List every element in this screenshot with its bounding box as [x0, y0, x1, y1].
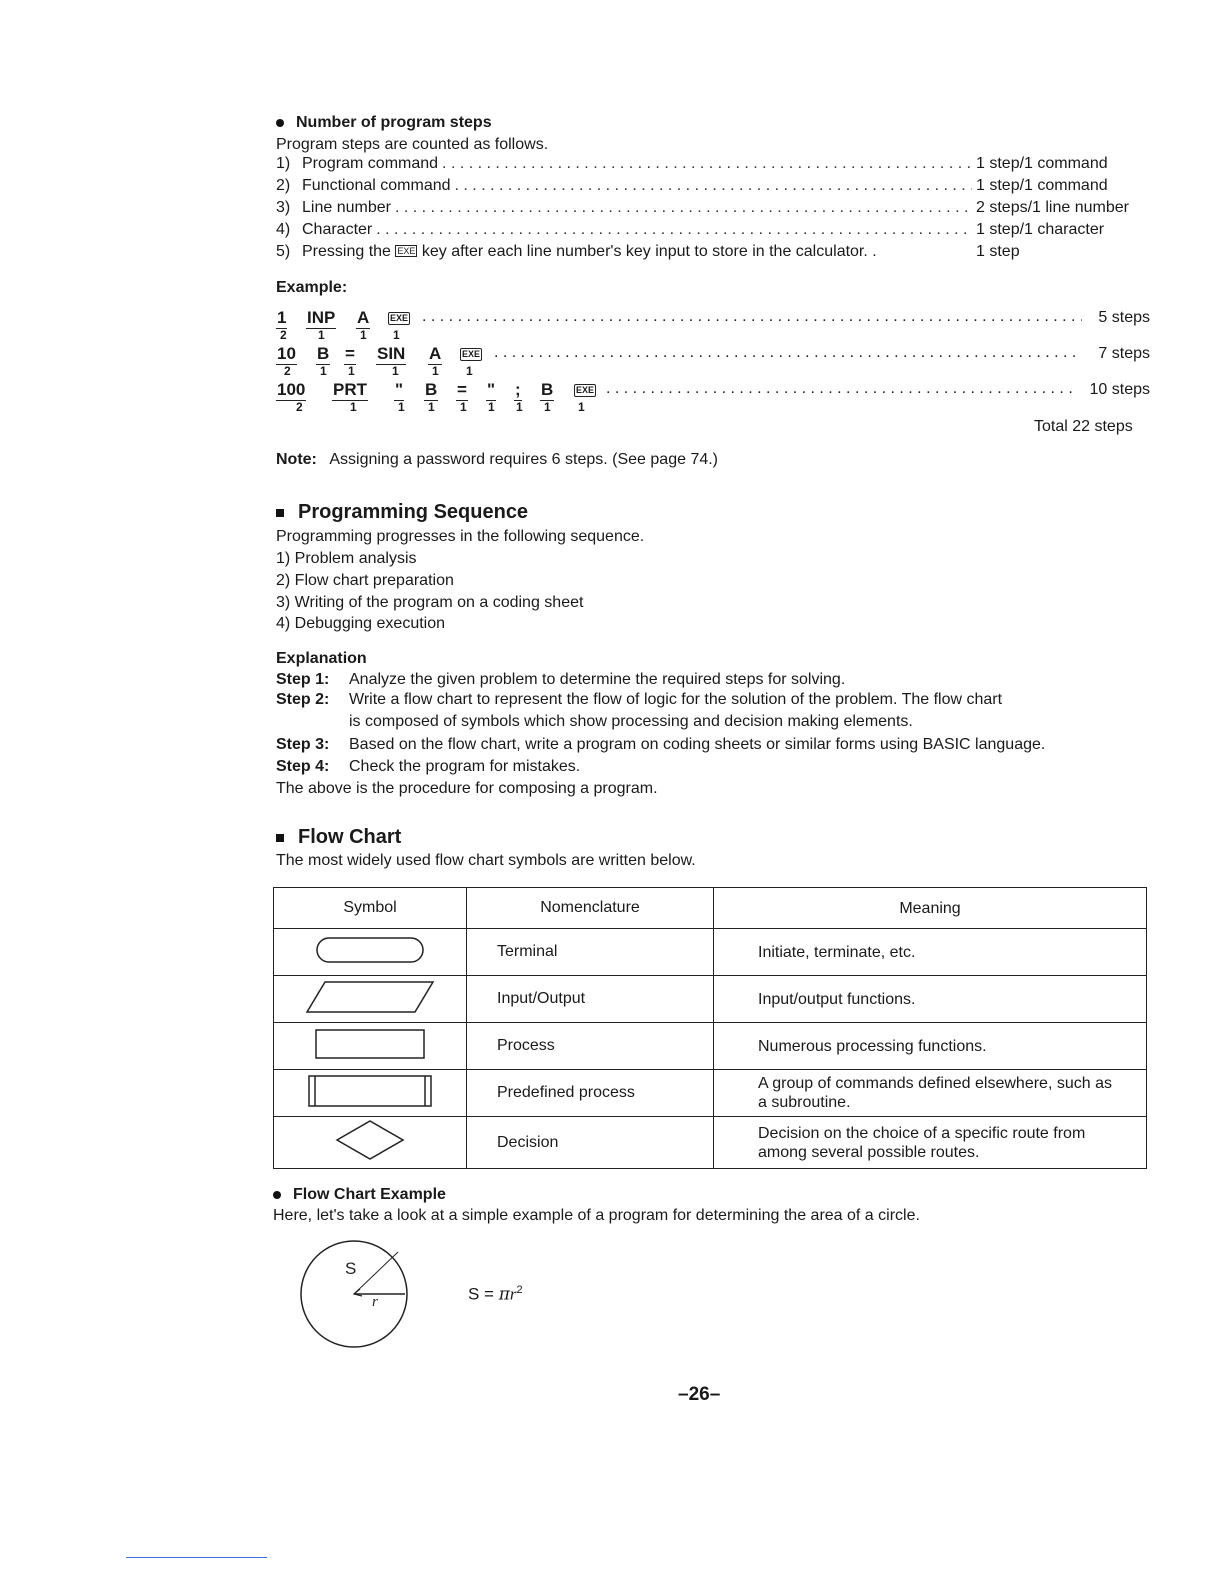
- sequence-heading: Programming Sequence: [276, 500, 528, 524]
- decision-symbol-icon: [274, 1117, 467, 1169]
- flowchart-intro: The most widely used flow chart symbols are written below.: [276, 852, 696, 869]
- list-item: 3) Line number . . . 2 steps/1 line number: [276, 199, 1150, 219]
- table-header-row: [274, 888, 1147, 929]
- list-item: 2) Flow chart preparation: [276, 572, 454, 589]
- table-header: Nomenclature: [467, 888, 714, 929]
- example-line: 100 PRT " B = " ; B EXE 2 1 1 1 1 1 1 1 1 . . . 10 steps: [276, 380, 1150, 420]
- list-item: 1) Problem analysis: [276, 550, 417, 567]
- bullet-icon: [273, 1191, 281, 1199]
- io-symbol-icon: [274, 976, 467, 1023]
- list-item: 2) Functional command . . . 1 step/1 command: [276, 177, 1150, 197]
- steps-intro: Program steps are counted as follows.: [276, 136, 549, 153]
- explanation-heading: Explanation: [276, 650, 367, 667]
- radius-arrow-icon: [354, 1289, 362, 1296]
- predefined-symbol-icon: [274, 1070, 467, 1117]
- radius-label: r: [372, 1294, 378, 1310]
- example-line: 1 INP A EXE 2 1 1 1 . . . 5 steps: [276, 308, 1150, 348]
- list-item: 3) Writing of the program on a coding sheet: [276, 594, 584, 611]
- circle-area-label: S: [345, 1259, 357, 1278]
- flowchart-example-text: Here, let's take a look at a simple example of a program for determining the area of a circle.: [273, 1207, 920, 1224]
- bullet-icon: [276, 834, 284, 842]
- list-item: 4) Character . . . 1 step/1 character: [276, 221, 1150, 241]
- explanation-closing: The above is the procedure for composing a program.: [276, 780, 658, 797]
- flowchart-symbol-table: [273, 887, 1147, 1169]
- exe-key-icon: EXE: [397, 246, 416, 256]
- table-row: Terminal Initiate, terminate, etc.: [274, 929, 1147, 976]
- sequence-intro: Programming progresses in the following sequence.: [276, 528, 645, 545]
- area-formula: $S = \pi r^2$: [468, 1284, 523, 1305]
- terminal-symbol-icon: [274, 929, 467, 976]
- steps-heading: Number of program steps: [276, 113, 492, 133]
- radius-guide: [354, 1252, 398, 1294]
- table-row: Decision Decision on the choice of a specific route from among several possible routes.: [274, 1117, 1147, 1169]
- flowchart-heading: Flow Chart: [276, 825, 401, 849]
- bullet-icon: [276, 509, 284, 517]
- table-header: Meaning: [714, 888, 1147, 929]
- explanation-step-cont: is composed of symbols which show processing and decision making elements.: [349, 713, 913, 730]
- list-item: 4) Debugging execution: [276, 615, 446, 632]
- exe-key-icon: EXE: [462, 349, 481, 359]
- table-row: Predefined process A group of commands defined elsewhere, such as a subroutine.: [274, 1070, 1147, 1117]
- list-item: 5) Pressing the EXE key after each line number's key input to store in the calculator. . 1 step: [276, 243, 1020, 260]
- explanation-step: Step 1: Analyze the given problem to determine the required steps for solving.: [276, 671, 846, 688]
- table-header: Symbol: [274, 888, 467, 929]
- list-item: 1) Program command . . . 1 step/1 command: [276, 155, 1150, 175]
- table-row: Process Numerous processing functions.: [274, 1023, 1147, 1070]
- flowchart-example-heading: Flow Chart Example: [273, 1185, 446, 1205]
- explanation-step: Step 4: Check the program for mistakes.: [276, 758, 581, 775]
- note: Note: Assigning a password requires 6 steps. (See page 74.): [276, 451, 719, 468]
- process-symbol-icon: [274, 1023, 467, 1070]
- page-number: –26–: [678, 1384, 721, 1405]
- bullet-icon: [276, 119, 284, 127]
- total-steps: Total 22 steps: [1034, 418, 1133, 435]
- example-label: Example:: [276, 279, 348, 296]
- circle-diagram: [298, 1238, 418, 1350]
- explanation-step: Step 2: Write a flow chart to represent the flow of logic for the solution of the problem. The flow chart: [276, 691, 1003, 708]
- explanation-step: Step 3: Based on the flow chart, write a program on coding sheets or similar forms using BASIC language.: [276, 736, 1046, 753]
- example-line: 10 B = SIN A EXE 2 1 1 1 1 1 . . . 7 steps: [276, 344, 1150, 384]
- exe-key-icon: EXE: [576, 385, 595, 395]
- table-row: Input/Output Input/output functions.: [274, 976, 1147, 1023]
- exe-key-icon: EXE: [390, 313, 409, 323]
- footer-rule: [126, 1557, 267, 1558]
